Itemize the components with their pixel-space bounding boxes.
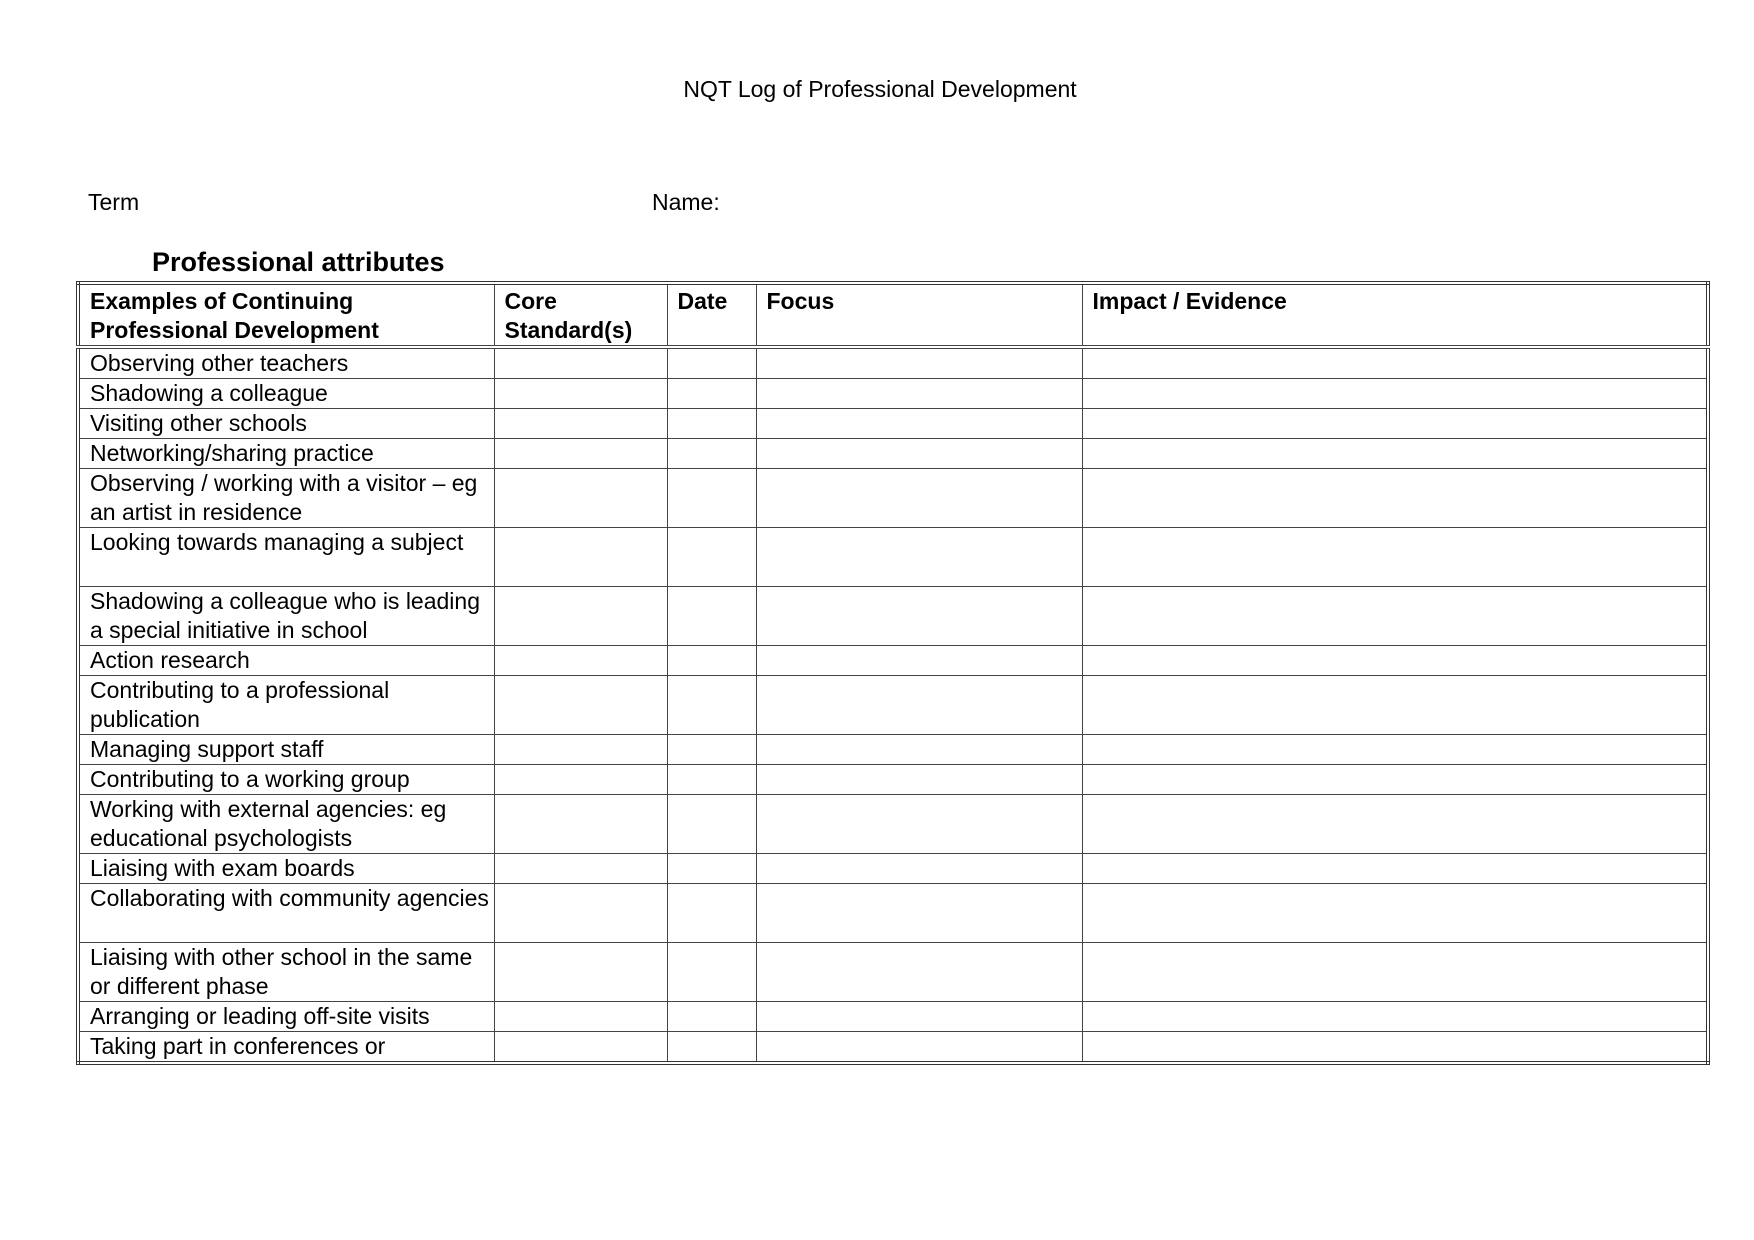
impact-evidence-cell[interactable] [1082, 1002, 1708, 1032]
impact-evidence-cell[interactable] [1082, 409, 1708, 439]
table-row [78, 409, 1708, 439]
focus-cell[interactable] [756, 676, 1082, 735]
core-standard-cell[interactable] [494, 1032, 667, 1064]
cpd-example-cell: Shadowing a colleague who is leading a special initiative in school [78, 587, 494, 646]
table-row [78, 676, 1708, 735]
cpd-example-cell: Working with external agencies: eg educational psychologists [78, 795, 494, 854]
impact-evidence-cell[interactable] [1082, 676, 1708, 735]
cpd-example-cell: Observing other teachers [78, 347, 494, 379]
date-cell[interactable] [667, 646, 756, 676]
cpd-example-cell: Arranging or leading off-site visits [78, 1002, 494, 1032]
date-cell[interactable] [667, 409, 756, 439]
impact-evidence-cell[interactable] [1082, 795, 1708, 854]
table-row [78, 1032, 1708, 1064]
focus-cell[interactable] [756, 1002, 1082, 1032]
column-header-focus: Focus [756, 283, 1082, 347]
core-standard-cell[interactable] [494, 735, 667, 765]
column-header-impact-evidence: Impact / Evidence [1082, 283, 1708, 347]
cpd-example-cell: Shadowing a colleague [78, 379, 494, 409]
date-cell[interactable] [667, 854, 756, 884]
focus-cell[interactable] [756, 379, 1082, 409]
cpd-example-cell: Observing / working with a visitor – eg an artist in residence [78, 469, 494, 528]
table-row [78, 765, 1708, 795]
column-header-core-standards: Core Standard(s) [494, 283, 667, 347]
impact-evidence-cell[interactable] [1082, 439, 1708, 469]
focus-cell[interactable] [756, 854, 1082, 884]
focus-cell[interactable] [756, 1032, 1082, 1064]
cpd-log-table [76, 281, 1710, 1065]
table-row [78, 795, 1708, 854]
focus-cell[interactable] [756, 409, 1082, 439]
date-cell[interactable] [667, 347, 756, 379]
term-label: Term [88, 189, 140, 215]
impact-evidence-cell[interactable] [1082, 735, 1708, 765]
section-heading: Professional attributes [152, 247, 445, 277]
column-header-date: Date [667, 283, 756, 347]
date-cell[interactable] [667, 469, 756, 528]
cpd-example-cell: Liaising with other school in the same or different phase [78, 943, 494, 1002]
date-cell[interactable] [667, 1032, 756, 1064]
focus-cell[interactable] [756, 943, 1082, 1002]
cpd-example-cell: Managing support staff [78, 735, 494, 765]
impact-evidence-cell[interactable] [1082, 943, 1708, 1002]
core-standard-cell[interactable] [494, 854, 667, 884]
cpd-example-cell: Visiting other schools [78, 409, 494, 439]
focus-cell[interactable] [756, 587, 1082, 646]
table-row [78, 1002, 1708, 1032]
core-standard-cell[interactable] [494, 469, 667, 528]
core-standard-cell[interactable] [494, 347, 667, 379]
date-cell[interactable] [667, 379, 756, 409]
core-standard-cell[interactable] [494, 795, 667, 854]
cpd-example-cell: Contributing to a working group [78, 765, 494, 795]
table-row [78, 646, 1708, 676]
date-cell[interactable] [667, 1002, 756, 1032]
table-row [78, 735, 1708, 765]
focus-cell[interactable] [756, 735, 1082, 765]
cpd-example-cell: Collaborating with community agencies [78, 884, 494, 943]
table-row [78, 379, 1708, 409]
table-row [78, 528, 1708, 587]
name-label: Name: [652, 189, 720, 215]
impact-evidence-cell[interactable] [1082, 379, 1708, 409]
focus-cell[interactable] [756, 795, 1082, 854]
core-standard-cell[interactable] [494, 676, 667, 735]
table-row [78, 884, 1708, 943]
cpd-example-cell: Liaising with exam boards [78, 854, 494, 884]
focus-cell[interactable] [756, 765, 1082, 795]
core-standard-cell[interactable] [494, 1002, 667, 1032]
table-row [78, 347, 1708, 379]
core-standard-cell[interactable] [494, 587, 667, 646]
impact-evidence-cell[interactable] [1082, 884, 1708, 943]
table-row [78, 469, 1708, 528]
date-cell[interactable] [667, 439, 756, 469]
impact-evidence-cell[interactable] [1082, 587, 1708, 646]
impact-evidence-cell[interactable] [1082, 765, 1708, 795]
core-standard-cell[interactable] [494, 884, 667, 943]
date-cell[interactable] [667, 676, 756, 735]
table-row [78, 587, 1708, 646]
date-cell[interactable] [667, 528, 756, 587]
impact-evidence-cell[interactable] [1082, 469, 1708, 528]
impact-evidence-cell[interactable] [1082, 646, 1708, 676]
impact-evidence-cell[interactable] [1082, 528, 1708, 587]
table-row [78, 854, 1708, 884]
core-standard-cell[interactable] [494, 528, 667, 587]
cpd-example-cell: Networking/sharing practice [78, 439, 494, 469]
date-cell[interactable] [667, 795, 756, 854]
core-standard-cell[interactable] [494, 379, 667, 409]
core-standard-cell[interactable] [494, 943, 667, 1002]
impact-evidence-cell[interactable] [1082, 1032, 1708, 1064]
focus-cell[interactable] [756, 646, 1082, 676]
date-cell[interactable] [667, 587, 756, 646]
core-standard-cell[interactable] [494, 765, 667, 795]
table-row [78, 943, 1708, 1002]
core-standard-cell[interactable] [494, 409, 667, 439]
cpd-example-cell: Taking part in conferences or [78, 1032, 494, 1064]
date-cell[interactable] [667, 943, 756, 1002]
date-cell[interactable] [667, 735, 756, 765]
impact-evidence-cell[interactable] [1082, 347, 1708, 379]
focus-cell[interactable] [756, 439, 1082, 469]
table-row [78, 439, 1708, 469]
focus-cell[interactable] [756, 469, 1082, 528]
cpd-example-cell: Action research [78, 646, 494, 676]
date-cell[interactable] [667, 884, 756, 943]
core-standard-cell[interactable] [494, 646, 667, 676]
cpd-example-cell: Contributing to a professional publication [78, 676, 494, 735]
date-cell[interactable] [667, 765, 756, 795]
column-header-examples: Examples of Continuing Professional Development [78, 283, 494, 347]
impact-evidence-cell[interactable] [1082, 854, 1708, 884]
core-standard-cell[interactable] [494, 439, 667, 469]
cpd-example-cell: Looking towards managing a subject [78, 528, 494, 587]
focus-cell[interactable] [756, 347, 1082, 379]
document-title: NQT Log of Professional Development [683, 76, 1077, 102]
focus-cell[interactable] [756, 884, 1082, 943]
focus-cell[interactable] [756, 528, 1082, 587]
